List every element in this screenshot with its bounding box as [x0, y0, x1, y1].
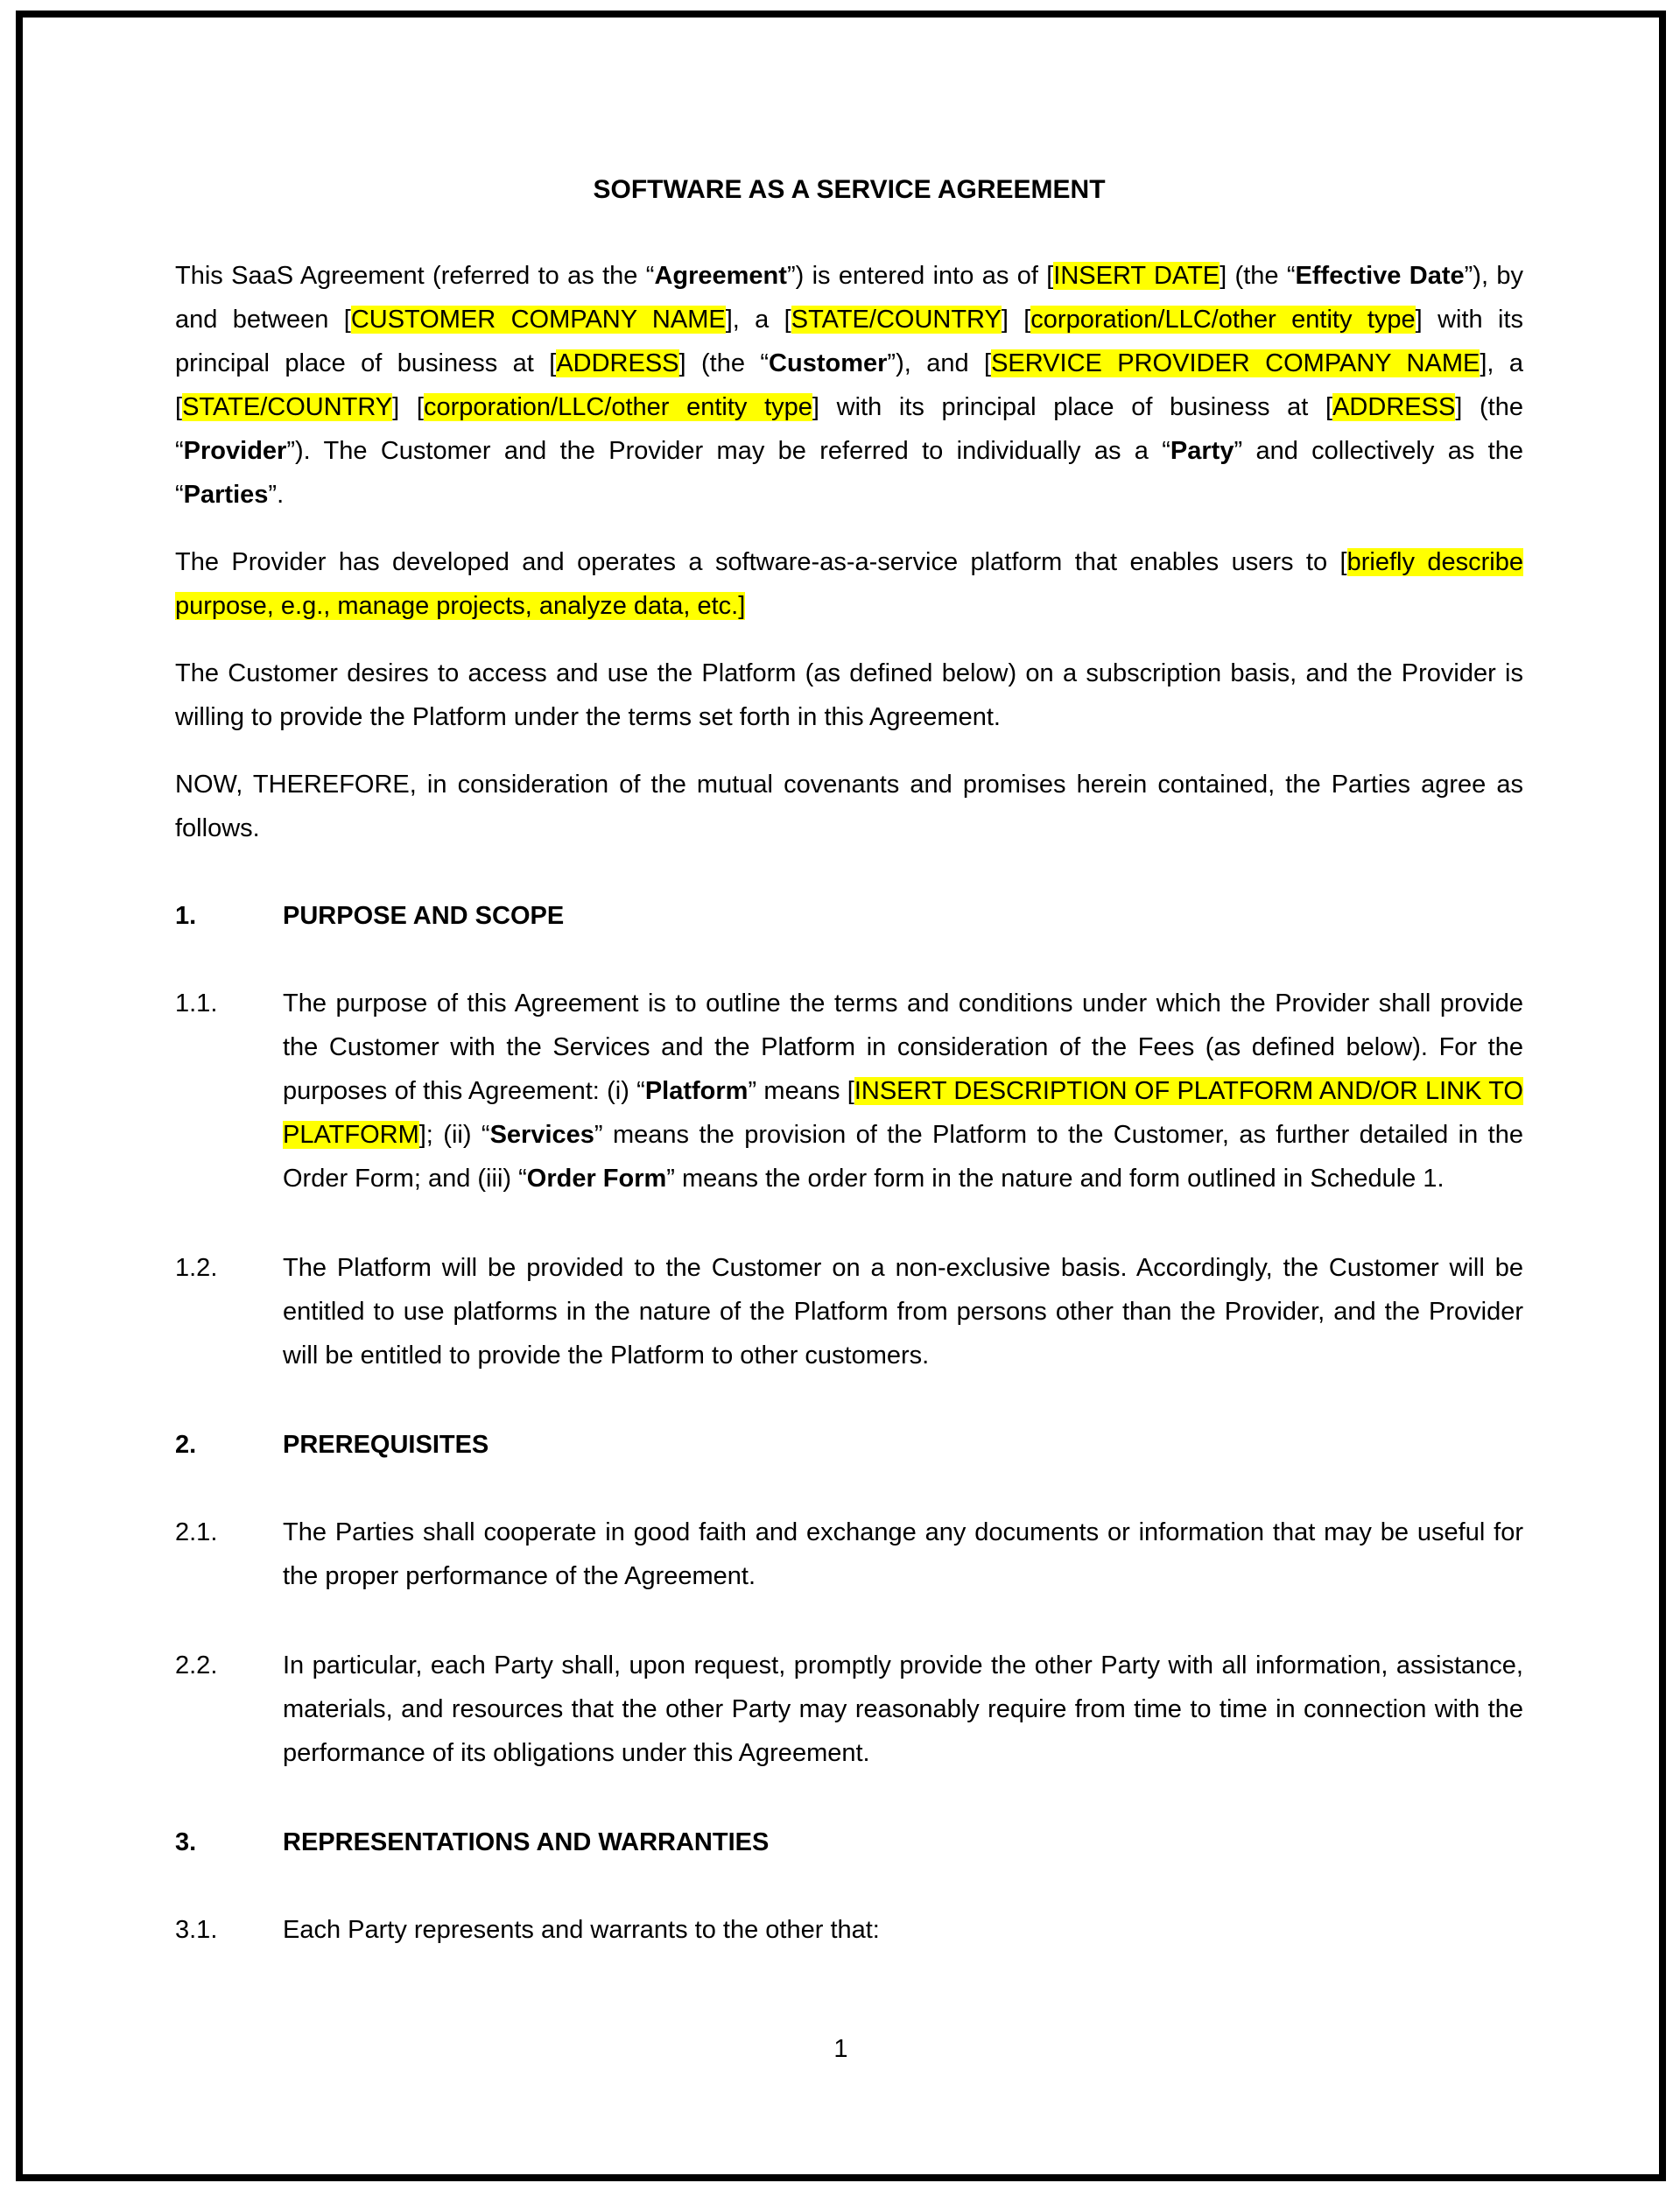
bold-term: Services [489, 1121, 594, 1149]
bold-term: Agreement [654, 262, 787, 290]
text-segment: ], a [ [175, 349, 1523, 421]
clause-text [283, 1908, 1523, 1952]
document-title: SOFTWARE AS A SERVICE AGREEMENT [593, 175, 1106, 204]
highlighted-placeholder: SERVICE PROVIDER COMPANY NAME [991, 349, 1480, 377]
text-segment: Each Party represents and warrants to the other that: [283, 1916, 880, 1944]
text-segment: The Customer desires to access and use the Platform (as defined below) on a subscription basis, and the Provider is willing to provide the Platform under the terms set forth in this Agreement. [175, 659, 1523, 731]
text-segment: ” and collectively as the “ [175, 437, 1523, 509]
section-number: 1. [175, 902, 197, 930]
highlighted-placeholder: INSERT DATE [1053, 262, 1220, 290]
section-number: 2. [175, 1431, 197, 1459]
clause-2-2 [175, 1644, 1523, 1775]
text-segment: ”), by and between [ [175, 262, 1523, 334]
section-number: 3. [175, 1828, 197, 1856]
text-segment: The purpose of this Agreement is to outline the terms and conditions under which the Provider shall provide the Customer with the Services and the Platform in consideration of the Fees (as defined below). For the purposes of this Agreement: (i) “ [283, 989, 1523, 1105]
text-segment: ] (the “ [175, 393, 1523, 465]
text-segment: ] with its principal place of business at [ [175, 306, 1524, 377]
text-segment: ”) is entered into as of [ [786, 262, 1054, 290]
bold-term: Parties [183, 481, 269, 509]
text-segment: The Provider has developed and operates a software-as-a-service platform that enables users to [ [175, 548, 1347, 576]
text-segment: ] [ [1001, 306, 1031, 334]
clause-number: 2.2. [175, 1651, 218, 1679]
text-segment: NOW, THEREFORE, in consideration of the mutual covenants and promises herein contained, the Parties agree as follows. [175, 771, 1523, 842]
section-heading-label: PURPOSE AND SCOPE [283, 902, 565, 930]
text-segment: ] (the “ [678, 349, 770, 377]
bold-term: Provider [183, 437, 287, 465]
section-heading-label: PREREQUISITES [283, 1431, 489, 1459]
bold-term: Platform [644, 1077, 749, 1105]
highlighted-placeholder: STATE/COUNTRY [791, 306, 1002, 334]
highlighted-placeholder: STATE/COUNTRY [182, 393, 393, 421]
section-heading-label: REPRESENTATIONS AND WARRANTIES [283, 1828, 770, 1856]
clause-number: 1.2. [175, 1254, 218, 1282]
bold-term: Customer [769, 349, 888, 377]
clause-1-1 [175, 982, 1523, 1201]
intro-paragraph-2 [175, 540, 1523, 628]
clause-number: 1.1. [175, 989, 218, 1018]
page-border-frame [16, 11, 1666, 2181]
bold-term: Effective Date [1295, 262, 1465, 290]
text-segment: ] (the “ [1220, 262, 1296, 290]
text-segment: ” means [ [748, 1077, 854, 1105]
page-number: 1 [833, 2035, 848, 2063]
text-segment: ” means the provision of the Platform to the Customer, as further detailed in the Order Form; and (iii) “ [283, 1121, 1523, 1193]
clause-2-1 [175, 1510, 1523, 1598]
text-segment: ”. [268, 481, 285, 509]
clause-number: 3.1. [175, 1916, 218, 1944]
text-segment: ] [ [392, 393, 424, 421]
intro-paragraph-3 [175, 651, 1523, 739]
clause-text [283, 982, 1523, 1201]
highlighted-placeholder: ADDRESS [556, 349, 679, 377]
text-segment: ], a [ [725, 306, 791, 334]
highlighted-placeholder: ADDRESS [1332, 393, 1456, 421]
bold-term: Party [1170, 437, 1234, 465]
clause-text [283, 1510, 1523, 1598]
highlighted-placeholder: corporation/LLC/other entity type [423, 393, 812, 421]
highlighted-placeholder: INSERT DESCRIPTION OF PLATFORM AND/OR LINK TO PLATFORM [283, 1077, 1523, 1149]
text-segment: In particular, each Party shall, upon request, promptly provide the other Party with all information, assistance, materials, and resources that the other Party may reasonably require from time to time in connection with the performance of its obligations under this Agreement. [283, 1651, 1523, 1767]
section-heading-2 [175, 1423, 1523, 1467]
section-heading-3 [175, 1820, 1523, 1864]
text-segment: This SaaS Agreement (referred to as the “ [175, 262, 655, 290]
highlighted-placeholder: corporation/LLC/other entity type [1030, 306, 1416, 334]
bold-term: Order Form [526, 1165, 667, 1193]
text-segment: ]; (ii) “ [418, 1121, 490, 1149]
clause-text [283, 1644, 1523, 1775]
text-segment: ” means the order form in the nature and form outlined in Schedule 1. [666, 1165, 1445, 1193]
text-segment: ”), and [ [887, 349, 992, 377]
section-heading-1 [175, 894, 1523, 938]
intro-paragraph-1 [175, 254, 1523, 517]
intro-paragraph-4 [175, 763, 1523, 850]
clause-1-2 [175, 1246, 1523, 1377]
highlighted-placeholder: CUSTOMER COMPANY NAME [350, 306, 726, 334]
text-segment: ”). The Customer and the Provider may be referred to individually as a “ [286, 437, 1170, 465]
clause-number: 2.1. [175, 1518, 218, 1546]
clause-text [283, 1246, 1523, 1377]
text-segment: The Parties shall cooperate in good faith and exchange any documents or information that may be useful for the proper performance of the Agreement. [283, 1518, 1523, 1590]
text-segment: ] with its principal place of business at [ [812, 393, 1333, 421]
page-content [175, 168, 1523, 1997]
clause-3-1 [175, 1908, 1523, 1952]
text-segment: The Platform will be provided to the Customer on a non-exclusive basis. Accordingly, the Customer will be entitled to use platforms in the nature of the Platform from persons other than the Provider, and the Provider will be entitled to provide the Platform to other customers. [283, 1254, 1523, 1370]
highlighted-placeholder: briefly describe purpose, e.g., manage projects, analyze data, etc.] [175, 548, 1523, 620]
